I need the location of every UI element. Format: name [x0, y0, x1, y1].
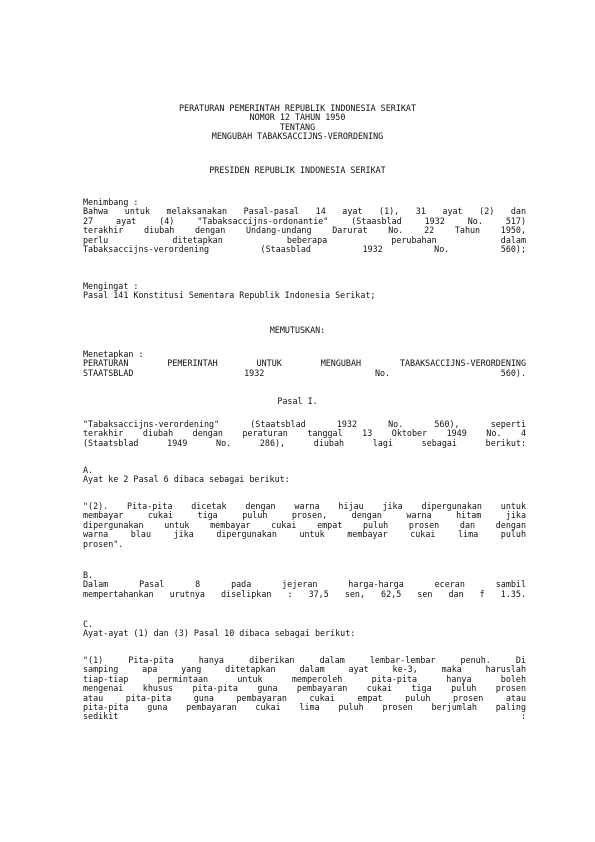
title-subject: MENGUBAH TABAKSACCIJNS-VERORDENING — [211, 131, 384, 142]
mengingat-label: Mengingat : — [83, 281, 139, 291]
item-c-label: C. — [83, 619, 94, 629]
menetapkan-text — [83, 359, 526, 378]
item-c-text: Ayat-ayat (1) dan (3) Pasal 10 dibaca sebagai berikut: — [83, 628, 356, 639]
item-c-quote — [83, 656, 526, 722]
text-line: 27 ayat (4) "Tabaksaccijns-ordonantie" (Staasblad 1932 No. 517) — [83, 215, 526, 226]
text-line: "(2). Pita-pita dicetak dengan warna hijau jika dipergunakan untuk — [83, 501, 526, 511]
text-line: PERATURAN PEMERINTAH UNTUK MENGUBAH TABAKSACCIJNS-VERORDENING — [83, 358, 526, 369]
text-line: sedikit : — [83, 711, 526, 722]
title-tentang: TENTANG — [279, 121, 316, 132]
item-b — [83, 571, 526, 599]
text-line: dipergunakan untuk membayar cukai empat puluh prosen dan dengan — [83, 519, 526, 530]
text-line: mempertahankan urutnya diselipkan : 37,5 sen, 62,5 sen dan f 1.35. — [83, 588, 526, 599]
title-line: PERATURAN PEMERINTAH REPUBLIK INDONESIA SERIKAT — [179, 103, 416, 113]
pasal-intro-text — [83, 420, 526, 448]
pasal-intro — [83, 420, 526, 448]
text-line: perlu ditetapkan beberapa perubahan dalam — [83, 234, 526, 245]
text-line: prosen". — [83, 538, 124, 549]
text-line: (Staatsblad 1949 No. 286), diubah lagi sebagai berikut: — [83, 437, 526, 448]
menimbang-text — [83, 207, 526, 254]
item-a-text: Ayat ke 2 Pasal 6 dibaca sebagai berikut: — [83, 474, 290, 485]
text-line: pita-pita guna pembayaran cukai lima puluh prosen berjumlah paling — [83, 702, 526, 713]
text-line: terakhir diubah dengan peraturan tanggal 13 Oktober 1949 No. 4 — [83, 428, 526, 439]
item-b-label: B. — [83, 570, 94, 580]
menetapkan-section — [83, 350, 526, 378]
title-number: NOMOR 12 TAHUN 1950 — [249, 112, 346, 123]
text-line: mengenai khusus pita-pita guna pembayaran cukai tiga puluh prosen — [83, 683, 526, 694]
document-title — [66, 104, 529, 142]
item-a-label: A. — [83, 465, 94, 475]
text-line: tiap-tiap permintaan untuk memperoleh pita-pita hanya boleh — [83, 673, 526, 684]
item-c — [83, 620, 526, 639]
text-line: Dalam Pasal 8 pada jejeran harga-harga eceran sambil — [83, 579, 526, 590]
menimbang-label: Menimbang : — [83, 197, 139, 207]
menetapkan-label: Menetapkan : — [83, 349, 144, 359]
memutuskan-heading: MEMUTUSKAN: — [269, 325, 326, 335]
text-line: "Tabaksaccijns-verordening" (Staatsblad 1932 No. 560), seperti — [83, 419, 526, 429]
item-a-quote — [83, 502, 526, 549]
text-line: atau pita-pita guna pembayaran cukai empat puluh prosen atau — [83, 692, 526, 703]
mengingat-section — [83, 282, 526, 301]
mengingat-text: Pasal 141 Konstitusi Sementara Republik Indonesia Serikat; — [83, 290, 376, 301]
text-line: samping apa yang ditetapkan dalam ayat ke-3, maka haruslah — [83, 664, 526, 675]
text-line: warna blau jika dipergunakan untuk membayar cukai lima puluh — [83, 529, 526, 540]
text-line: Tabaksaccijns-verordening (Staasblad 1932 No. 560); — [83, 244, 526, 255]
pasal-heading: Pasal I. — [277, 396, 318, 406]
item-c-quote-text — [83, 656, 526, 722]
text-line: STAATSBLAD 1932 No. 560). — [83, 367, 526, 378]
text-line: Bahwa untuk melaksanakan Pasal-pasal 14 ayat (1), 31 ayat (2) dan — [83, 206, 526, 217]
text-line: terakhir diubah dengan Undang-undang Darurat No. 22 Tahun 1950, — [83, 225, 526, 236]
text-line: membayar cukai tiga puluh prosen, dengan warna hitam jika — [83, 510, 526, 521]
text-line: "(1) Pita-pita hanya diberikan dalam lembar-lembar penuh. Di — [83, 655, 526, 665]
item-a — [83, 466, 526, 485]
menimbang-section — [83, 198, 526, 254]
issuer-heading: PRESIDEN REPUBLIK INDONESIA SERIKAT — [209, 165, 386, 175]
item-a-quote-text — [83, 502, 526, 549]
item-b-text — [83, 580, 526, 599]
